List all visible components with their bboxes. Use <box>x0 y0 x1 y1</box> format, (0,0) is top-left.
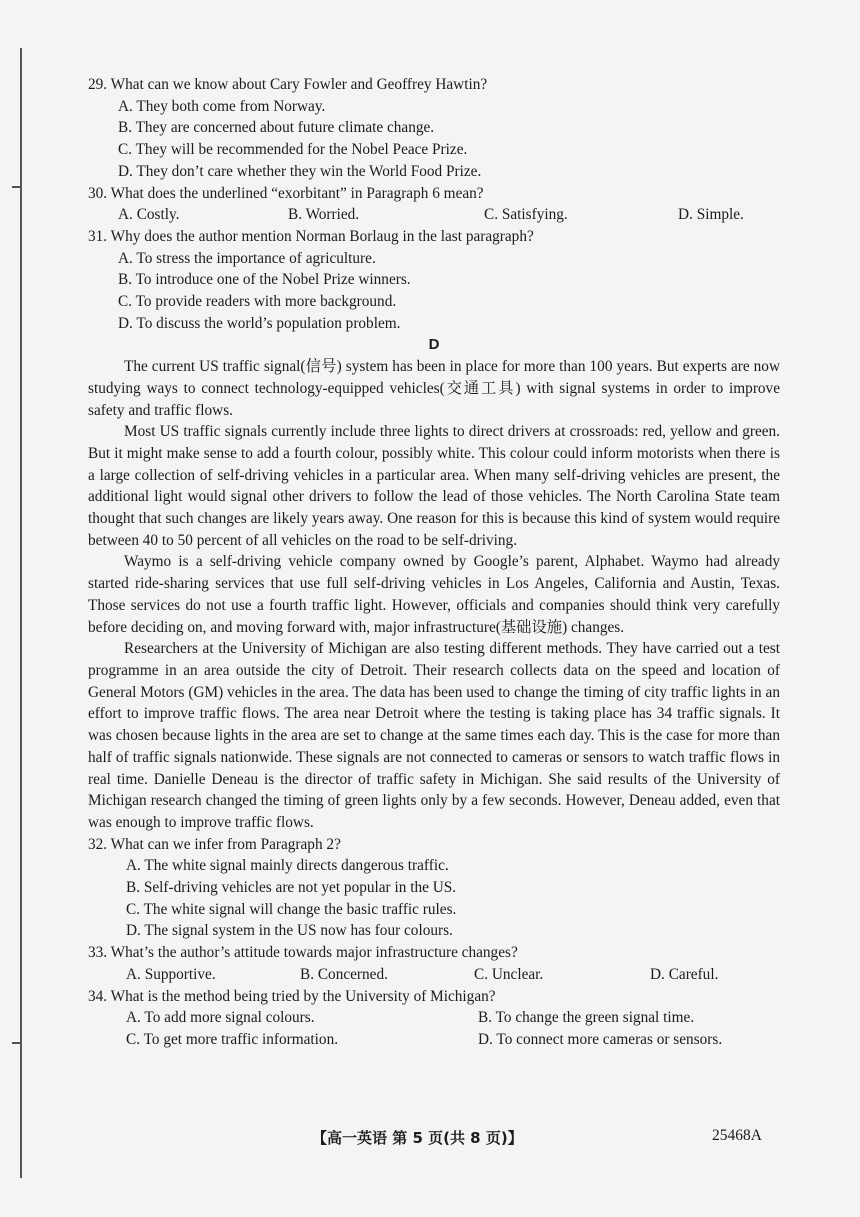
question-33: 33. What’s the author’s attitude towards major infrastructure changes? <box>88 944 518 962</box>
binding-margin-line <box>20 48 22 1178</box>
passage-paragraph: Waymo is a self-driving vehicle company owned by Google’s parent, Alphabet. Waymo had already started ride-sharing services that use full self-driving vehicles in Los Angeles, California and Austin, Texas. Those services do not use a fourth traffic light. However, officials and companies should think very carefully before deciding on, and moving forward with, major infrastructure(基础设施) changes. <box>88 553 780 636</box>
page-content <box>88 74 780 1051</box>
option: A. To stress the importance of agriculture. <box>118 249 376 267</box>
option: D. Careful. <box>650 965 719 983</box>
option: A. The white signal mainly directs dangerous traffic. <box>126 857 449 875</box>
options-row <box>118 204 780 226</box>
option: A. Costly. <box>118 206 180 224</box>
margin-tick <box>12 186 22 188</box>
option: B. They are concerned about future climate change. <box>118 119 435 137</box>
margin-tick <box>12 1042 22 1044</box>
option: A. Supportive. <box>126 965 216 983</box>
question-31: 31. Why does the author mention Norman Borlaug in the last paragraph? <box>88 227 534 245</box>
section-title: D <box>428 336 440 354</box>
options-row <box>126 1007 780 1029</box>
question-30: 30. What does the underlined “exorbitant” in Paragraph 6 mean? <box>88 184 484 202</box>
passage-paragraph: The current US traffic signal(信号) system has been in place for more than 100 years. But experts are now studying ways to connect technology-equipped vehicles(交通工具) with signal systems in order to improve safety and traffic flows. <box>88 358 780 419</box>
options-row <box>126 1029 780 1051</box>
option: C. They will be recommended for the Nobel Peace Prize. <box>118 141 468 159</box>
option: D. The signal system in the US now has four colours. <box>126 922 453 940</box>
option: D. To discuss the world’s population problem. <box>118 314 401 332</box>
question-34: 34. What is the method being tried by the University of Michigan? <box>88 987 496 1005</box>
option: D. They don’t care whether they win the World Food Prize. <box>118 162 482 180</box>
passage-paragraph: Researchers at the University of Michigan are also testing different methods. They have carried out a test programme in an area outside the city of Detroit. Their research collects data on the speed and location of General Motors (GM) vehicles in the area. The data has been used to change the timing of city traffic lights in an effort to improve traffic flows. The area near Detroit where the testing is taking place has 34 traffic signals. It was chosen because lights in the area are set to change at the same times each day. This is the case for more than half of traffic signals nationwide. These signals are not connected to cameras or sensors to watch traffic flows in real time. Danielle Deneau is the director of traffic safety in Michigan. She said results of the University of Michigan research changed the timing of green lights only by a few seconds. However, Deneau added, even that was enough to improve traffic flows. <box>88 640 780 831</box>
option: C. To get more traffic information. <box>126 1030 339 1048</box>
passage-paragraph: Most US traffic signals currently include three lights to direct drivers at crossroads: red, yellow and green. But it might make sense to add a fourth colour, possibly white. This colour could inform motorists when there is a large collection of self-driving vehicles in a particular area. When many self-driving vehicles are present, the additional light would signal other drivers to follow the lead of those vehicles. The North Carolina State team thought that such changes are likely years away. One reason for this is because this kind of system would require between 40 to 50 percent of all vehicles on the road to be self-driving. <box>88 423 780 549</box>
option: C. The white signal will change the basic traffic rules. <box>126 900 457 918</box>
option: B. To introduce one of the Nobel Prize winners. <box>118 271 411 289</box>
options-row <box>126 964 780 986</box>
option: D. To connect more cameras or sensors. <box>478 1030 723 1048</box>
option: D. Simple. <box>678 206 744 224</box>
option: B. Self-driving vehicles are not yet popular in the US. <box>126 879 457 897</box>
footer-page-info: 【高一英语 第 5 页(共 8 页)】 <box>312 1129 523 1147</box>
option: A. They both come from Norway. <box>118 97 326 115</box>
question-32: 32. What can we infer from Paragraph 2? <box>88 835 341 853</box>
option: C. Satisfying. <box>484 206 568 224</box>
option: A. To add more signal colours. <box>126 1009 315 1027</box>
page-footer <box>0 1127 860 1151</box>
question-29: 29. What can we know about Cary Fowler and Geoffrey Hawtin? <box>88 76 488 93</box>
option: C. To provide readers with more background. <box>118 293 397 311</box>
footer-paper-code: 25468A <box>712 1127 762 1144</box>
option: B. Worried. <box>288 206 360 224</box>
option: B. To change the green signal time. <box>478 1009 695 1027</box>
option: B. Concerned. <box>300 965 388 983</box>
option: C. Unclear. <box>474 965 544 983</box>
